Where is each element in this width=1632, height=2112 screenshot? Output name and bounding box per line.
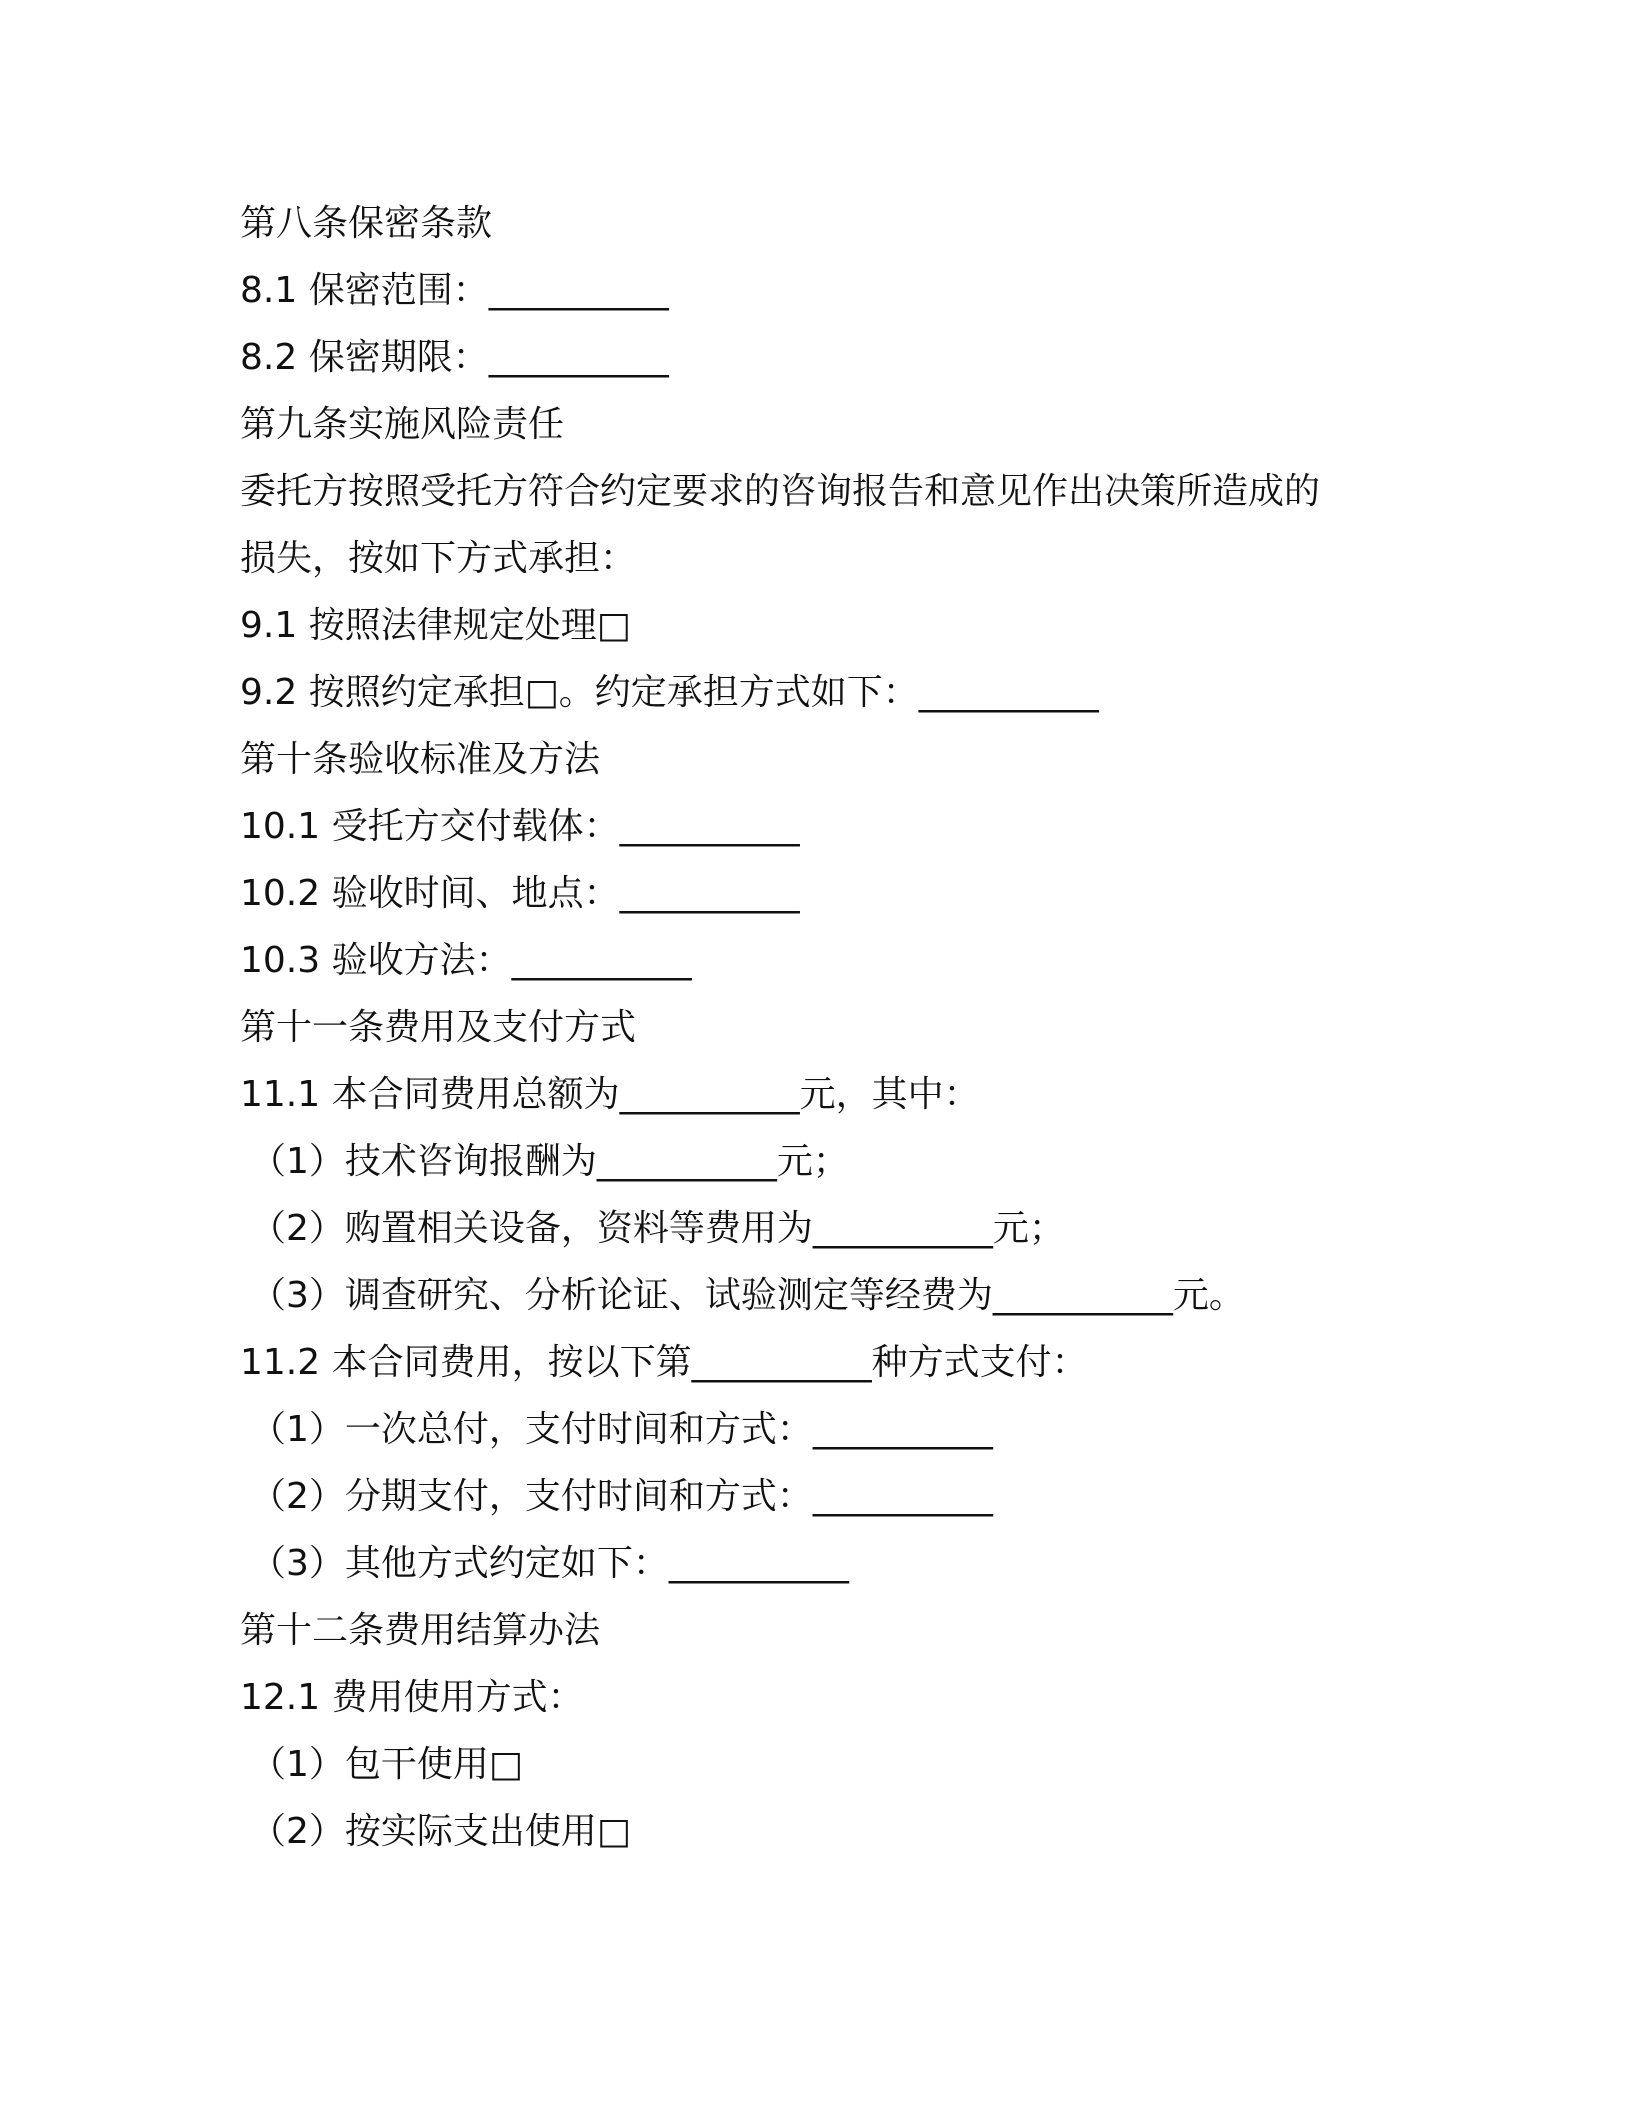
document-line: 委托方按照受托方符合约定要求的咨询报告和意见作出决策所造成的 xyxy=(240,471,1321,512)
document-line: （2）按实际支出使用□ xyxy=(250,1811,631,1852)
document-line: （3）其他方式约定如下：__________ xyxy=(250,1543,849,1584)
document-line: 12.1 费用使用方式： xyxy=(240,1677,584,1718)
document-line: （1）技术咨询报酬为__________元； xyxy=(250,1141,849,1182)
document-line: 第十条验收标准及方法 xyxy=(240,739,601,780)
document-line: 第九条实施风险责任 xyxy=(240,404,565,445)
document-line: 8.1 保密范围：__________ xyxy=(240,270,669,311)
document-body xyxy=(240,190,1440,1865)
document-line: （2）购置相关设备，资料等费用为__________元； xyxy=(250,1208,1065,1249)
document-line: 10.3 验收方法：__________ xyxy=(240,940,692,981)
document-line: 9.1 按照法律规定处理□ xyxy=(240,605,631,646)
document-line: （2）分期支付，支付时间和方式：__________ xyxy=(250,1476,993,1517)
document-line: 第八条保密条款 xyxy=(240,203,493,244)
document-line: （1）一次总付，支付时间和方式：__________ xyxy=(250,1409,993,1450)
document-line: 损失，按如下方式承担： xyxy=(240,538,637,579)
document-line: 10.2 验收时间、地点：__________ xyxy=(240,873,800,914)
document-line: 10.1 受托方交付载体：__________ xyxy=(240,806,800,847)
document-line: （3）调查研究、分析论证、试验测定等经费为__________元。 xyxy=(250,1275,1245,1316)
document-line: 第十一条费用及支付方式 xyxy=(240,1007,637,1048)
document-line: （1）包干使用□ xyxy=(250,1744,523,1785)
document-line: 8.2 保密期限：__________ xyxy=(240,337,669,378)
document-line: 11.1 本合同费用总额为__________元，其中： xyxy=(240,1074,980,1115)
document-line: 11.2 本合同费用，按以下第__________种方式支付： xyxy=(240,1342,1088,1383)
document-line: 第十二条费用结算办法 xyxy=(240,1610,601,1651)
document-line: 9.2 按照约定承担□。约定承担方式如下：__________ xyxy=(240,672,1099,713)
